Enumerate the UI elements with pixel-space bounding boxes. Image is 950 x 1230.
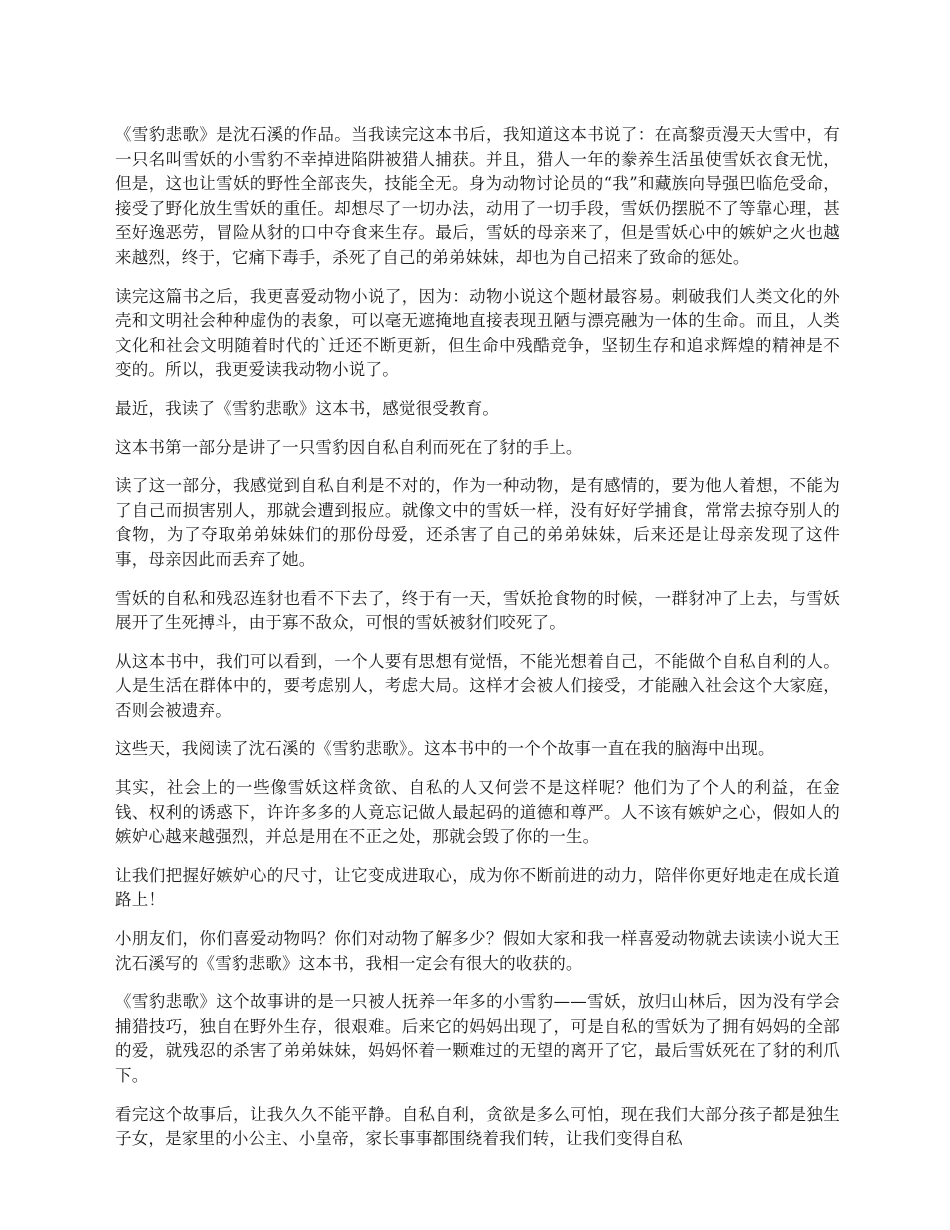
- document-body: [115, 123, 840, 1166]
- paragraph-13: 看完这个故事后，让我久久不能平静。自私自利，贪欲是多么可怕，现在我们大部分孩子都是独生子女，是家里的小公主、小皇帝，家长事事都围绕着我们转，让我们变得自私: [115, 1104, 840, 1149]
- paragraph-7: 从这本书中，我们可以看到，一个人要有思想有觉悟，不能光想着自己，不能做个自私自利的人。人是生活在群体中的，要考虑别人，考虑大局。这样才会被人们接受，才能融入社会这个大家庭，否则会被遗弃。: [115, 651, 840, 720]
- paragraph-5: 读了这一部分，我感觉到自私自利是不对的，作为一种动物，是有感情的，要为他人着想，不能为了自己而损害别人，那就会遭到报应。就像文中的雪妖一样，没有好好学捕食，常常去掠夺别人的食物，为了夺取弟弟妹妹们的那份母爱，还杀害了自己的弟弟妹妹，后来还是让母亲发现了这件事，母亲因此而丢弃了她。: [115, 476, 840, 569]
- paragraph-2: 读完这篇书之后，我更喜爱动物小说了，因为：动物小说这个题材最容易。刺破我们人类文化的外壳和文明社会种种虚伪的表象，可以毫无遮掩地直接表现丑陋与漂亮融为一体的生命。而且，人类文化和社会文明随着时代的`迁还不断更新，但生命中残酷竞争，坚韧生存和追求辉煌的精神是不变的。所以，我更爱读我动物小说了。: [115, 286, 840, 380]
- paragraph-3: 最近，我读了《雪豹悲歌》这本书，感觉很受教育。: [115, 398, 500, 418]
- paragraph-6: 雪妖的自私和残忍连豺也看不下去了，终于有一天，雪妖抢食物的时候，一群豺冲了上去，与雪妖展开了生死搏斗，由于寡不敌众，可恨的雪妖被豺们咬死了。: [115, 588, 840, 633]
- paragraph-12: 《雪豹悲歌》这个故事讲的是一只被人抚养一年多的小雪豹——雪妖，放归山林后，因为没有学会捕猎技巧，独自在野外生存，很艰难。后来它的妈妈出现了，可是自私的雪妖为了拥有妈妈的全部的爱，就残忍的杀害了弟弟妹妹，妈妈怀着一颗难过的无望的离开了它，最后雪妖死在了豺的利爪下。: [115, 992, 840, 1085]
- paragraph-10: 让我们把握好嫉妒心的尺寸，让它变成进取心，成为你不断前进的动力，陪伴你更好地走在成长道路上！: [115, 865, 840, 910]
- paragraph-8: 这些天，我阅读了沈石溪的《雪豹悲歌》。这本书中的一个个故事一直在我的脑海中出现。: [115, 739, 775, 759]
- paragraph-1: 《雪豹悲歌》是沈石溪的作品。当我读完这本书后，我知道这本书说了：在高黎贡漫天大雪中，有一只名叫雪妖的小雪豹不幸掉进陷阱被猎人捕获。并且，猎人一年的豢养生活虽使雪妖衣食无忧，但是，这也让雪妖的野性全部丧失，技能全无。身为动物讨论员的“我”和藏族向导强巴临危受命，接受了野化放生雪妖的重任。却想尽了一切办法，动用了一切手段，雪妖仍摆脱不了等靠心理，甚至好逸恶劳，冒险从豺的口中夺食来生存。最后，雪妖的母亲来了，但是雪妖心中的嫉妒之火也越来越烈，终于，它痛下毒手，杀死了自己的弟弟妹妹，却也为自己招来了致命的惩处。: [115, 125, 840, 267]
- paragraph-9: 其实，社会上的一些像雪妖这样贪欲、自私的人又何尝不是这样呢？他们为了个人的利益，在金钱、权利的诱惑下，许许多多的人竟忘记做人最起码的道德和尊严。人不该有嫉妒之心，假如人的嫉妒心越来越强烈，并总是用在不正之处，那就会毁了你的一生。: [115, 778, 840, 847]
- paragraph-4: 这本书第一部分是讲了一只雪豹因自私自利而死在了豺的手上。: [115, 437, 583, 457]
- paragraph-11: 小朋友们，你们喜爱动物吗？你们对动物了解多少？假如大家和我一样喜爱动物就去读读小说大王沈石溪写的《雪豹悲歌》这本书，我相一定会有很大的收获的。: [115, 929, 840, 973]
